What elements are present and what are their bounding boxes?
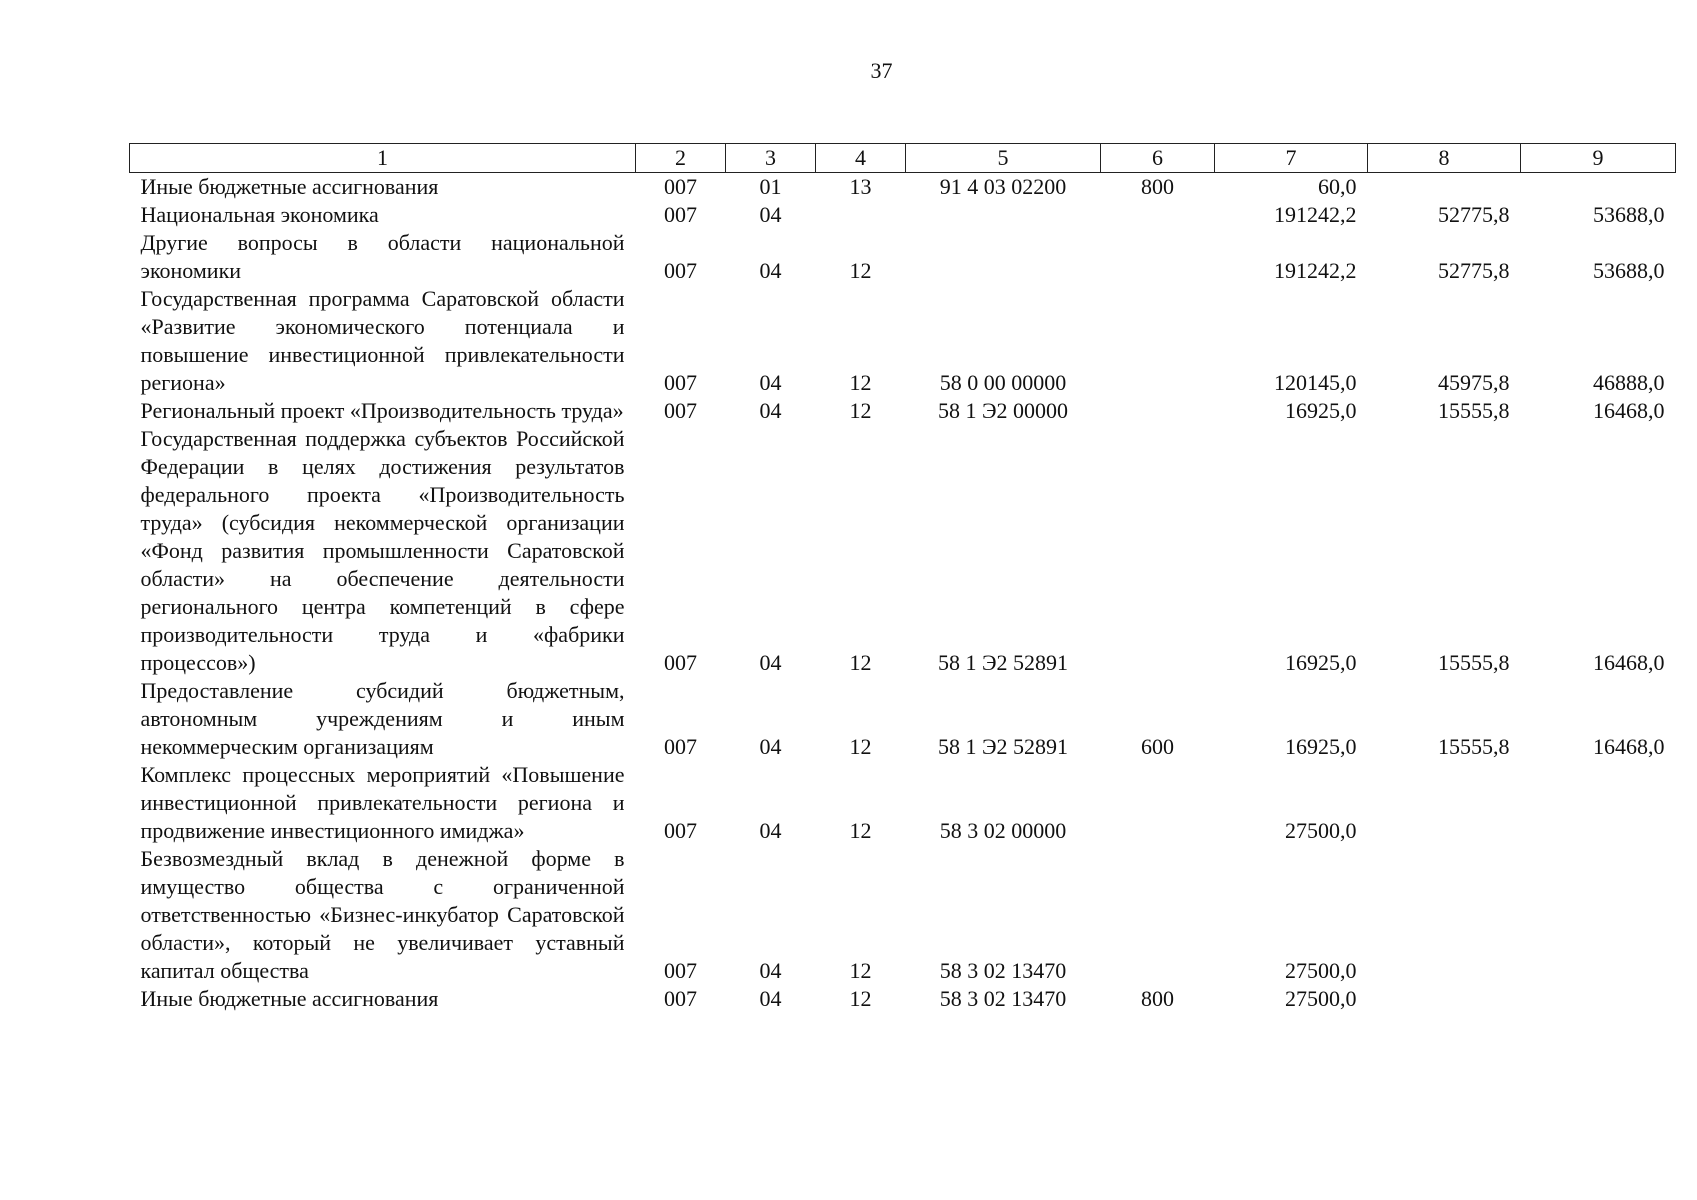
- expense-type: [1101, 229, 1215, 285]
- amount-col-7: 120145,0: [1274, 370, 1357, 395]
- expense-type: [1101, 201, 1215, 229]
- target-article: 58 3 02 13470: [939, 986, 1067, 1011]
- subsection-code: 12: [849, 958, 872, 983]
- target-article: 58 3 02 13470: [939, 958, 1067, 983]
- amount-col-7: 27500,0: [1285, 818, 1357, 843]
- ministry-code: 007: [664, 986, 697, 1011]
- expense-type: [1101, 285, 1215, 397]
- header-col-8: 8: [1368, 144, 1521, 173]
- header-col-2: 2: [636, 144, 726, 173]
- target-article: 58 1 Э2 52891: [937, 734, 1069, 759]
- header-col-6: 6: [1101, 144, 1215, 173]
- section-code: 04: [759, 650, 782, 675]
- table-row: [130, 985, 1676, 1013]
- item-name: Региональный проект «Производительность труда»: [140, 398, 624, 423]
- amount-col-9: [1521, 173, 1676, 202]
- amount-col-9: 16468,0: [1593, 650, 1665, 675]
- amount-col-8: 45975,8: [1438, 370, 1510, 395]
- subsection-code: 12: [849, 370, 872, 395]
- header-col-4: 4: [816, 144, 906, 173]
- target-article: [906, 201, 1101, 229]
- ministry-code: 007: [664, 734, 697, 759]
- subsection-code: 13: [849, 174, 872, 199]
- table-row: [130, 845, 1676, 985]
- expense-type: [1101, 845, 1215, 985]
- subsection-code: 12: [849, 734, 872, 759]
- section-code: 04: [759, 202, 782, 227]
- amount-col-7: 27500,0: [1285, 986, 1357, 1011]
- item-name: Безвозмездный вклад в денежной форме в имущество общества с ограниченной ответственностью «Бизнес-инкубатор Саратовской области», который не увеличивает уставный капитал общества: [140, 846, 625, 983]
- header-col-7: 7: [1215, 144, 1368, 173]
- subsection-code: 12: [849, 650, 872, 675]
- ministry-code: 007: [664, 818, 697, 843]
- amount-col-9: [1521, 845, 1676, 985]
- section-code: 01: [759, 174, 782, 199]
- table-row: [130, 677, 1676, 761]
- amount-col-8: [1368, 761, 1521, 845]
- item-name: Государственная программа Саратовской области «Развитие экономического потенциала и повышение инвестиционной привлекательности региона»: [140, 286, 625, 395]
- expense-type: 800: [1141, 986, 1174, 1011]
- section-code: 04: [759, 818, 782, 843]
- amount-col-8: [1368, 985, 1521, 1013]
- subsection-code: 12: [849, 986, 872, 1011]
- table-row: [130, 173, 1676, 202]
- expense-type: 600: [1141, 734, 1174, 759]
- amount-col-8: 52775,8: [1438, 258, 1510, 283]
- amount-col-7: 27500,0: [1285, 958, 1357, 983]
- item-name: Национальная экономика: [140, 202, 379, 227]
- ministry-code: 007: [664, 398, 697, 423]
- target-article: 58 0 00 00000: [939, 370, 1067, 395]
- subsection-code: [816, 201, 906, 229]
- section-code: 04: [759, 734, 782, 759]
- expense-type: 800: [1141, 174, 1174, 199]
- amount-col-8: 15555,8: [1438, 398, 1510, 423]
- amount-col-7: 16925,0: [1285, 734, 1357, 759]
- item-name: Комплекс процессных мероприятий «Повышение инвестиционной привлекательности региона и продвижение инвестиционного имиджа»: [140, 762, 625, 843]
- item-name: Другие вопросы в области национальной экономики: [140, 230, 625, 283]
- table-header-row: [130, 144, 1676, 173]
- target-article: 58 3 02 00000: [939, 818, 1067, 843]
- amount-col-9: 53688,0: [1593, 202, 1665, 227]
- item-name: Предоставление субсидий бюджетным, автономным учреждениям и иным некоммерческим организациям: [140, 678, 625, 759]
- table-row: [130, 397, 1676, 425]
- table-row: [130, 425, 1676, 677]
- amount-col-8: 52775,8: [1438, 202, 1510, 227]
- section-code: 04: [759, 370, 782, 395]
- amount-col-8: 15555,8: [1438, 734, 1510, 759]
- section-code: 04: [759, 258, 782, 283]
- amount-col-9: [1521, 985, 1676, 1013]
- amount-col-9: 16468,0: [1593, 398, 1665, 423]
- subsection-code: 12: [849, 398, 872, 423]
- item-name: Государственная поддержка субъектов Российской Федерации в целях достижения результатов федерального проекта «Производительность труда» (субсидия некоммерческой организации «Фонд развития промышленности Саратовской области» на обеспечение деятельности регионального центра компетенций в сфере производительности труда и «фабрики процессов»): [140, 426, 625, 675]
- page-number: 37: [870, 58, 893, 83]
- subsection-code: 12: [849, 258, 872, 283]
- item-name: Иные бюджетные ассигнования: [140, 174, 439, 199]
- header-col-3: 3: [726, 144, 816, 173]
- amount-col-9: 53688,0: [1593, 258, 1665, 283]
- target-article: 91 4 03 02200: [939, 174, 1067, 199]
- amount-col-8: [1368, 845, 1521, 985]
- amount-col-9: [1521, 761, 1676, 845]
- expense-type: [1101, 397, 1215, 425]
- table-row: [130, 761, 1676, 845]
- ministry-code: 007: [664, 650, 697, 675]
- amount-col-7: 60,0: [1318, 174, 1357, 199]
- table-row: [130, 201, 1676, 229]
- amount-col-8: [1368, 173, 1521, 202]
- header-col-9: 9: [1521, 144, 1676, 173]
- target-article: 58 1 Э2 52891: [937, 650, 1069, 675]
- ministry-code: 007: [664, 258, 697, 283]
- ministry-code: 007: [664, 202, 697, 227]
- expense-type: [1101, 425, 1215, 677]
- ministry-code: 007: [664, 370, 697, 395]
- item-name: Иные бюджетные ассигнования: [140, 986, 439, 1011]
- table-row: [130, 229, 1676, 285]
- subsection-code: 12: [849, 818, 872, 843]
- target-article: [906, 229, 1101, 285]
- budget-table: [129, 143, 1676, 1013]
- expense-type: [1101, 761, 1215, 845]
- amount-col-9: 16468,0: [1593, 734, 1665, 759]
- amount-col-9: 46888,0: [1593, 370, 1665, 395]
- target-article: 58 1 Э2 00000: [937, 398, 1069, 423]
- header-col-5: 5: [906, 144, 1101, 173]
- amount-col-7: 191242,2: [1274, 202, 1357, 227]
- amount-col-7: 191242,2: [1274, 258, 1357, 283]
- section-code: 04: [759, 398, 782, 423]
- amount-col-8: 15555,8: [1438, 650, 1510, 675]
- header-col-1: 1: [130, 144, 636, 173]
- table-row: [130, 285, 1676, 397]
- amount-col-7: 16925,0: [1285, 650, 1357, 675]
- section-code: 04: [759, 986, 782, 1011]
- ministry-code: 007: [664, 174, 697, 199]
- amount-col-7: 16925,0: [1285, 398, 1357, 423]
- ministry-code: 007: [664, 958, 697, 983]
- section-code: 04: [759, 958, 782, 983]
